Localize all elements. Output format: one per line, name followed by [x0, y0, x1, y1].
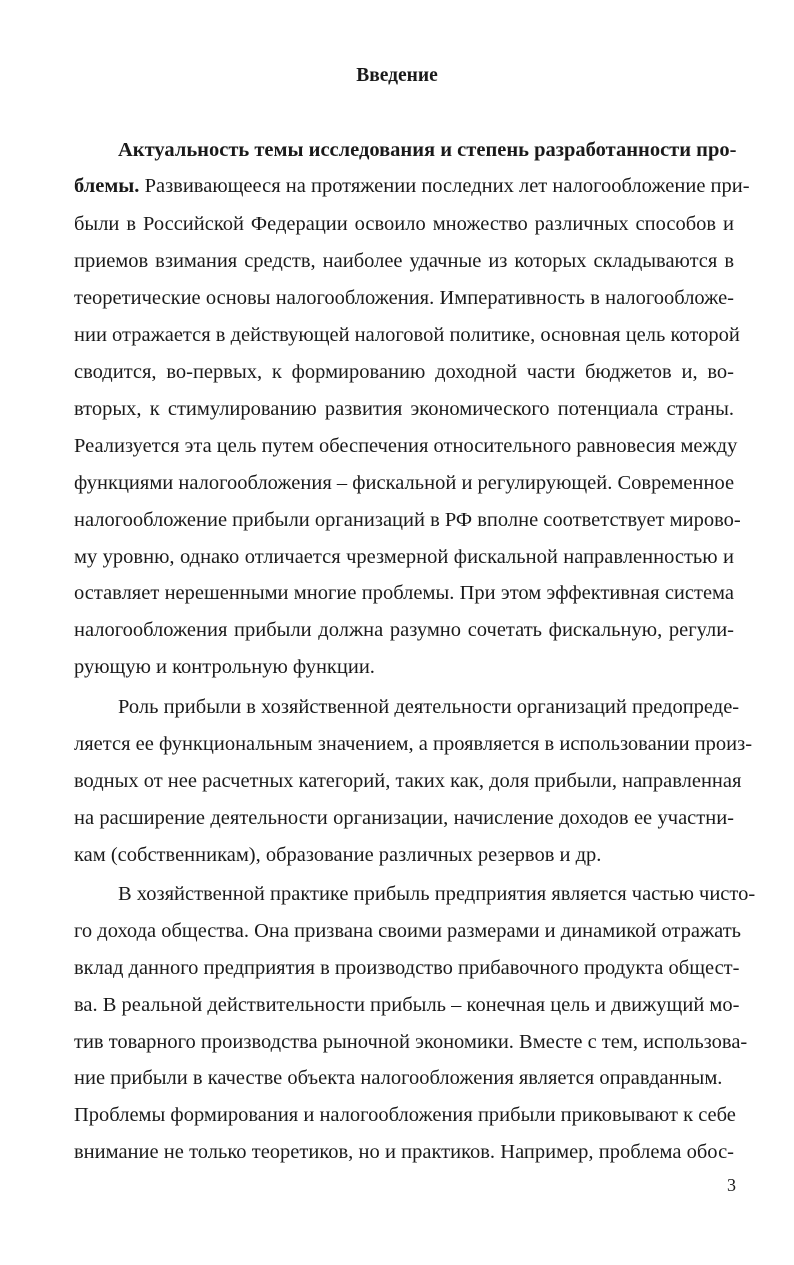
- paragraph-3-line-1: В хозяйственной практике прибыль предприятия является частью чисто-: [118, 883, 756, 905]
- paragraph-1-line-1: [118, 132, 737, 168]
- paragraph-3-line-4: ва. В реальной действительности прибыль – конечная цель и движущий мо-: [74, 994, 740, 1016]
- page-number: 3: [727, 1175, 736, 1195]
- paragraph-1-bold-lead-end: блемы.: [74, 175, 140, 197]
- paragraph-1-line-8: вторых, к стимулированию развития экономического потенциала страны.: [74, 398, 734, 420]
- paragraph-1-line-9: Реализуется эта цель путем обеспечения относительного равновесия между: [74, 435, 738, 457]
- paragraph-1-line-7: сводится, во-первых, к формированию доходной части бюджетов и, во-: [74, 361, 734, 383]
- paragraph-3-line-7: Проблемы формирования и налогообложения прибыли приковывают к себе: [74, 1104, 736, 1126]
- paragraph-1-line-6: нии отражается в действующей налоговой политике, основная цель которой: [74, 324, 740, 346]
- paragraph-2-line-3: водных от нее расчетных категорий, таких как, доля прибыли, направленная: [74, 770, 742, 792]
- paragraph-2-line-2: ляется ее функциональным значением, а проявляется в использовании произ-: [74, 733, 753, 755]
- page-title: Введение: [356, 65, 438, 86]
- paragraph-3-line-5: тив товарного производства рыночной экономики. Вместе с тем, использова-: [74, 1031, 748, 1053]
- paragraph-3-line-8: внимание не только теоретиков, но и практиков. Например, проблема обос-: [74, 1141, 734, 1163]
- paragraph-1-line-15: рующую и контрольную функции.: [74, 656, 375, 678]
- paragraph-1-text: Развивающееся на протяжении последних лет налогообложение при-: [139, 175, 750, 197]
- paragraph-3-line-2: го дохода общества. Она призвана своими размерами и динамикой отражать: [74, 920, 742, 942]
- paragraph-1-line-5: теоретические основы налогообложения. Императивность в налогообложе-: [74, 287, 734, 309]
- paragraph-1-bold-lead: Актуальность темы исследования и степень разработанности про-: [118, 139, 737, 161]
- paragraph-1-line-12: му уровню, однако отличается чрезмерной фискальной направленностью и: [74, 546, 734, 568]
- paragraph-1-line-2: [74, 168, 750, 204]
- paragraph-1-line-14: налогообложения прибыли должна разумно сочетать фискальную, регули-: [74, 619, 734, 641]
- paragraph-1-line-4: приемов взимания средств, наиболее удачные из которых складываются в: [74, 250, 734, 272]
- paragraph-2-line-5: кам (собственникам), образование различных резервов и др.: [74, 844, 602, 866]
- paragraph-1-line-3: были в Российской Федерации освоило множество различных способов и: [74, 213, 734, 235]
- paragraph-3-line-6: ние прибыли в качестве объекта налогообложения является оправданным.: [74, 1067, 723, 1089]
- paragraph-3-line-3: вклад данного предприятия в производство прибавочного продукта общест-: [74, 957, 740, 979]
- paragraph-1-line-11: налогообложение прибыли организаций в РФ вполне соответствует мирово-: [74, 509, 741, 531]
- paragraph-1-line-10: функциями налогообложения – фискальной и регулирующей. Современное: [74, 472, 735, 494]
- paragraph-2-line-1: Роль прибыли в хозяйственной деятельности организаций предопреде-: [118, 696, 740, 718]
- paragraph-1-line-13: оставляет нерешенными многие проблемы. При этом эффективная система: [74, 582, 734, 604]
- paragraph-2-line-4: на расширение деятельности организации, начисление доходов ее участни-: [74, 807, 734, 829]
